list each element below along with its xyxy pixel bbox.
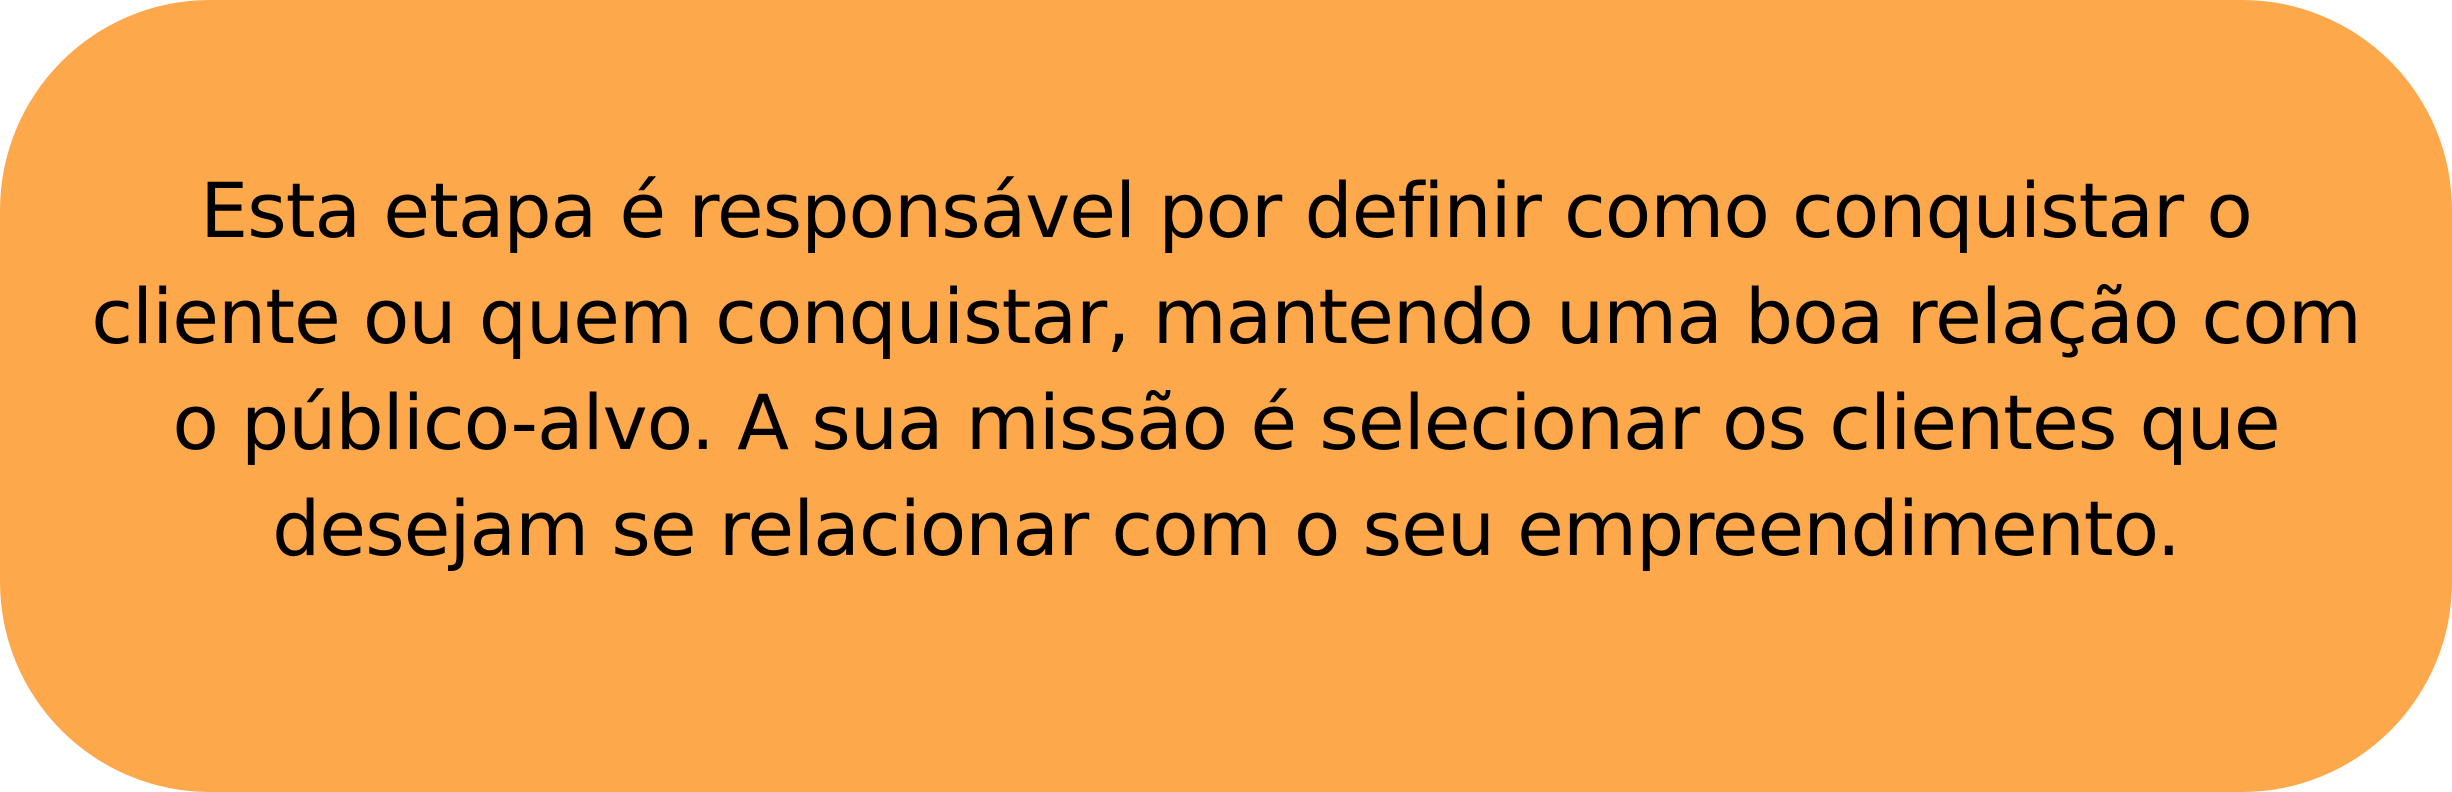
card-text-line: o público-alvo. A sua missão é selecionar os clientes que (172, 378, 2280, 467)
card-text-line: Esta etapa é responsável por definir como conquistar o (200, 166, 2252, 255)
card-text (0, 158, 2452, 582)
card-text-line: cliente ou quem conquistar, mantendo uma boa relação com (91, 272, 2361, 361)
card-text-line: desejam se relacionar com o seu empreendimento. (272, 484, 2180, 573)
